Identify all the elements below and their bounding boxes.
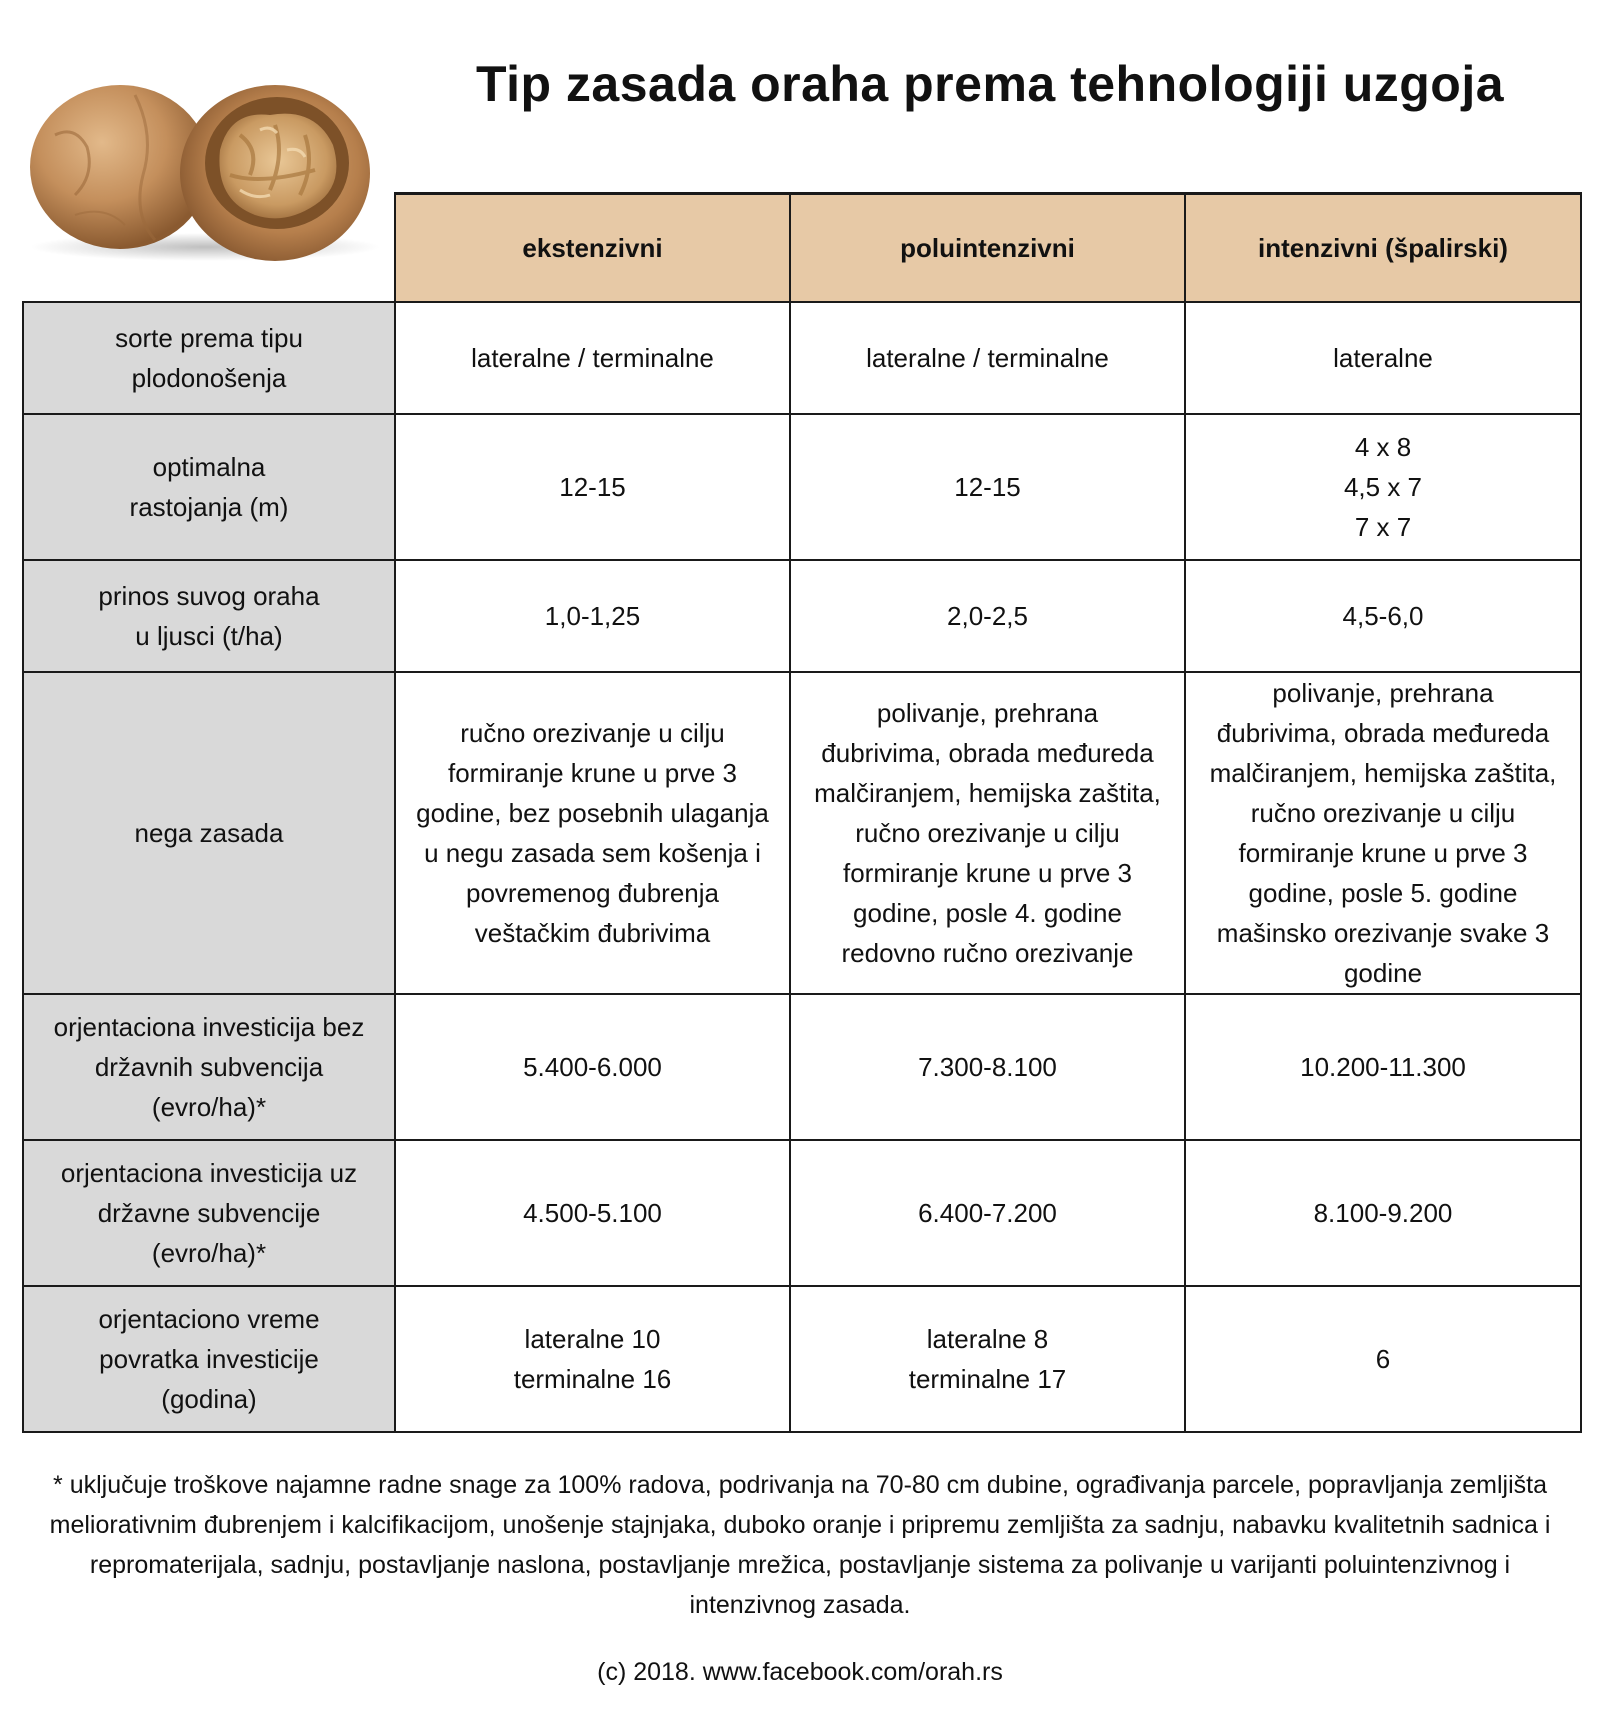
walnut-orchard-table	[22, 192, 1582, 1433]
cell-value: 12-15	[559, 472, 626, 502]
copyright: (c) 2018. www.facebook.com/orah.rs	[597, 1658, 1003, 1686]
table-row-care	[23, 672, 1581, 994]
footnote: * uključuje troškove najamne radne snage za 100% radova, podrivanja na 70-80 cm dubine, ograđivanja parcele, popravljanja zemljišta meliorativnim đubrenjem i kalcifikacijom, unošenje stajnjaka, duboko oranje i pripremu zemljišta za sadnju, nabavku kvalitetnih sadnica i repromaterijala, sadnju, postavljanje naslona, postavljanje mrežica, postavljanje sistema za polivanje u varijanti poluintenzivnog i intenzivnog zasada.	[49, 1471, 1551, 1619]
table-cell	[790, 302, 1185, 414]
cell-value: lateralne	[1333, 343, 1433, 373]
column-header-intensive: intenzivni (špalirski)	[1185, 194, 1581, 303]
table-header-row	[23, 194, 1581, 303]
row-label-care: nega zasada	[134, 818, 284, 848]
cell-value: 6.400-7.200	[918, 1198, 1057, 1228]
column-header-semi-intensive: poluintenzivni	[790, 194, 1185, 303]
cell-value: 8.100-9.200	[1313, 1198, 1453, 1228]
row-header	[23, 414, 395, 560]
row-label-investment-without-subsidies: orjentaciona investicija bez državnih subvencija (evro/ha)*	[53, 1012, 365, 1122]
table-cell	[1185, 1140, 1581, 1286]
row-label-yield: prinos suvog oraha u ljusci (t/ha)	[98, 581, 320, 651]
table-row-investment-without-subsidies	[23, 994, 1581, 1140]
cell-value: lateralne 10 terminalne 16	[513, 1324, 672, 1394]
table-row-spacing	[23, 414, 1581, 560]
cell-value: 1,0-1,25	[544, 601, 641, 631]
cell-value: polivanje, prehrana đubrivima, obrada međureda malčiranjem, hemijska zaštita, ručno orezivanje u cilju formiranje krune u prve 3 godine, posle 4. godine redovno ručno orezivanje	[814, 698, 1161, 968]
row-header	[23, 1286, 395, 1432]
table-cell	[395, 560, 790, 672]
cell-value: 4 x 8 4,5 x 7 7 x 7	[1343, 432, 1423, 542]
table-row-payback-time	[23, 1286, 1581, 1432]
table-cell	[395, 672, 790, 994]
page-title: Tip zasada oraha prema tehnologiji uzgoja	[475, 56, 1505, 112]
row-header	[23, 672, 395, 994]
table-cell	[790, 560, 1185, 672]
row-header	[23, 560, 395, 672]
table-cell	[395, 1140, 790, 1286]
table-cell	[1185, 994, 1581, 1140]
table-cell	[1185, 560, 1581, 672]
row-label-spacing: optimalna rastojanja (m)	[129, 452, 289, 522]
table-cell	[790, 672, 1185, 994]
table-cell	[790, 1140, 1185, 1286]
row-header	[23, 302, 395, 414]
cell-value: 2,0-2,5	[947, 601, 1028, 631]
table-row-investment-with-subsidies	[23, 1140, 1581, 1286]
cell-value: ručno orezivanje u cilju formiranje krune u prve 3 godine, bez posebnih ulaganja u negu zasada sem košenja i povremenog đubrenja veštačkim đubrivima	[416, 718, 769, 948]
table-cell	[1185, 672, 1581, 994]
table-cell	[395, 302, 790, 414]
cell-value: lateralne / terminalne	[471, 343, 714, 373]
header-corner	[23, 194, 395, 303]
table-cell	[395, 414, 790, 560]
table-cell	[790, 1286, 1185, 1432]
row-label-investment-with-subsidies: orjentaciona investicija uz državne subvencije (evro/ha)*	[60, 1158, 358, 1268]
table-cell	[1185, 1286, 1581, 1432]
cell-value: 4,5-6,0	[1342, 601, 1424, 631]
cell-value: 12-15	[954, 472, 1021, 502]
cell-value: lateralne 8 terminalne 17	[908, 1324, 1067, 1394]
cell-value: 7.300-8.100	[918, 1052, 1057, 1082]
row-header	[23, 994, 395, 1140]
table-cell	[1185, 302, 1581, 414]
table-cell	[395, 1286, 790, 1432]
row-label-varieties: sorte prema tipu plodonošenja	[115, 323, 303, 393]
table-row-varieties	[23, 302, 1581, 414]
column-header-extensive: ekstenzivni	[395, 194, 790, 303]
row-header	[23, 1140, 395, 1286]
cell-value: 6	[1375, 1344, 1391, 1374]
cell-value: lateralne / terminalne	[866, 343, 1109, 373]
table-row-yield	[23, 560, 1581, 672]
table-cell	[790, 994, 1185, 1140]
cell-value: 10.200-11.300	[1300, 1052, 1466, 1082]
table-cell	[395, 994, 790, 1140]
cell-value: polivanje, prehrana đubrivima, obrada međureda malčiranjem, hemijska zaštita, ručno orezivanje u cilju formiranje krune u prve 3 godine, posle 5. godine mašinsko orezivanje svake 3 godine	[1209, 678, 1557, 988]
table-cell	[790, 414, 1185, 560]
cell-value: 4.500-5.100	[523, 1198, 662, 1228]
table-cell	[1185, 414, 1581, 560]
row-label-payback-time: orjentaciono vreme povratka investicije (godina)	[98, 1304, 320, 1414]
cell-value: 5.400-6.000	[523, 1052, 662, 1082]
